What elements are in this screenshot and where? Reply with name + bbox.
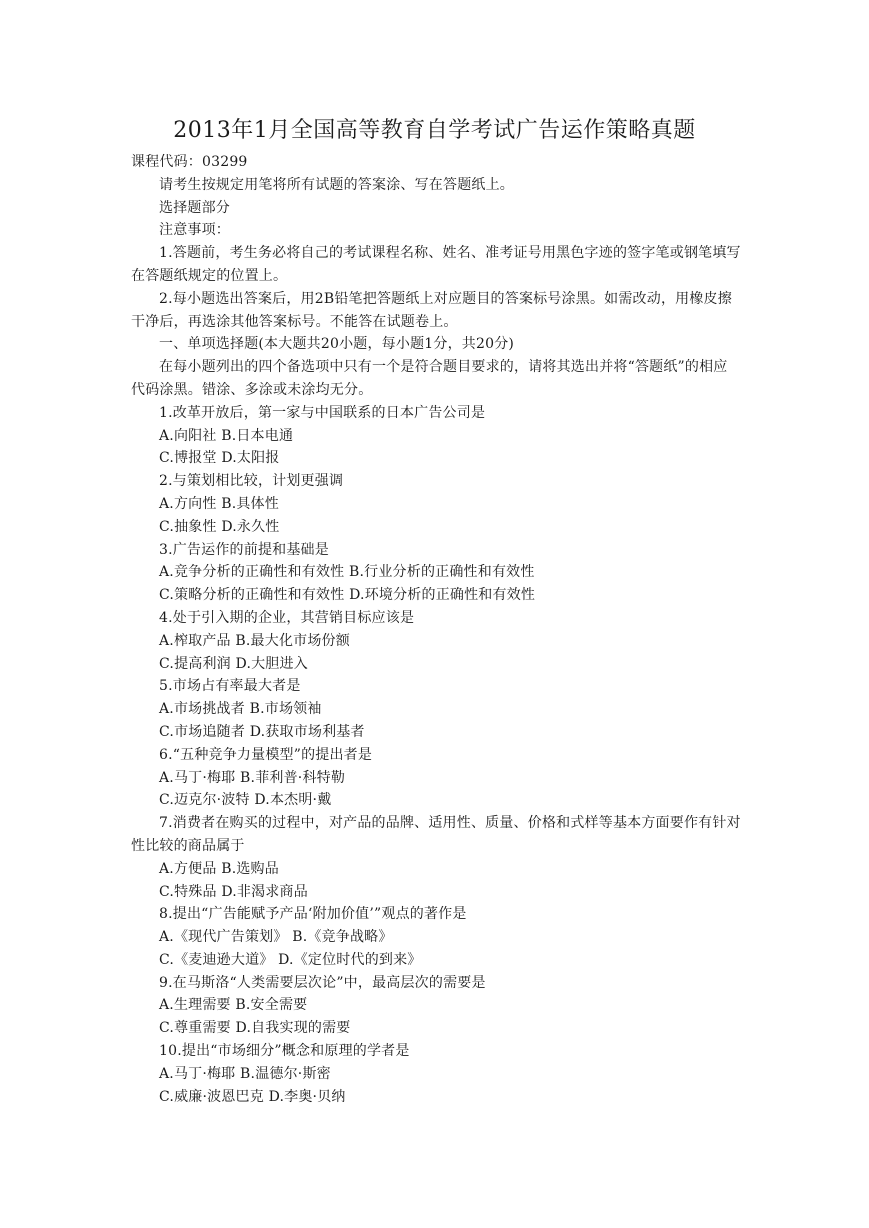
- question-options-cd: C.迈克尔·波特 D.本杰明·戴: [159, 792, 332, 809]
- part-name: 选择题部分: [159, 199, 230, 216]
- notes-heading: 注意事项：: [159, 222, 230, 239]
- question-10: [131, 1040, 741, 1108]
- question-options-ab: A.马丁·梅耶 B.菲利普·科特勒: [159, 769, 346, 786]
- question-9: [131, 972, 741, 1040]
- section-heading: 一、单项选择题(本大题共20小题，每小题1分，共20分): [159, 336, 515, 353]
- question-stem: 3.广告运作的前提和基础是: [159, 541, 329, 558]
- question-options-ab: A.方便品 B.选购品: [159, 860, 279, 877]
- question-options-ab: A.生理需要 B.安全需要: [159, 997, 308, 1014]
- note-2: 2.每小题选出答案后，用2B铅笔把答题纸上对应题目的答案标号涂黑。如需改动，用橡皮擦干净后，再选涂其他答案标号。不能答在试题卷上。: [131, 290, 732, 330]
- answer-rule: 请考生按规定用笔将所有试题的答案涂、写在答题纸上。: [159, 176, 514, 193]
- question-stem: 1.改革开放后，第一家与中国联系的日本广告公司是: [159, 404, 486, 421]
- question-5: [131, 675, 741, 743]
- question-options-ab: A.马丁·梅耶 B.温德尔·斯密: [159, 1065, 331, 1082]
- question-options-ab: A.方向性 B.具体性: [159, 495, 279, 512]
- question-6: [131, 744, 741, 812]
- document-title: 2013年1月全国高等教育自学考试广告运作策略真题: [173, 118, 696, 143]
- question-options-cd: C.提高利润 D.大胆进入: [159, 655, 308, 672]
- question-options-cd: C.威廉·波恩巴克 D.李奥·贝纳: [159, 1088, 346, 1105]
- question-options-cd: C.博报堂 D.太阳报: [159, 450, 280, 467]
- question-8: [131, 903, 741, 971]
- note-1: 1.答题前，考生务必将自己的考试课程名称、姓名、准考证号用黑色字迹的签字笔或钢笔填写在答题纸规定的位置上。: [131, 245, 741, 284]
- question-options-ab: A.《现代广告策划》 B.《竞争战略》: [159, 929, 393, 946]
- question-options-ab: A.榨取产品 B.最大化市场份额: [159, 632, 350, 649]
- question-2: [131, 470, 741, 538]
- question-options-cd: C.市场追随者 D.获取市场利基者: [159, 723, 365, 740]
- question-stem: 10.提出“市场细分”概念和原理的学者是: [159, 1043, 410, 1060]
- question-stem: 9.在马斯洛“人类需要层次论”中，最高层次的需要是: [159, 974, 486, 991]
- question-options-ab: A.市场挑战者 B.市场领袖: [159, 701, 322, 718]
- question-1: [131, 402, 741, 470]
- question-3: [131, 539, 741, 607]
- question-options-cd: C.策略分析的正确性和有效性 D.环境分析的正确性和有效性: [159, 587, 536, 604]
- question-stem: 6.“五种竞争力量模型”的提出者是: [159, 746, 373, 763]
- question-options-ab: A.竞争分析的正确性和有效性 B.行业分析的正确性和有效性: [159, 564, 535, 581]
- document-body: [131, 151, 741, 1108]
- question-stem: 5.市场占有率最大者是: [159, 678, 301, 695]
- question-stem: 7.消费者在购买的过程中，对产品的品牌、适用性、质量、价格和式样等基本方面要作有针对性比较的商品属于: [131, 815, 741, 854]
- question-options-ab: A.向阳社 B.日本电通: [159, 427, 294, 444]
- question-stem: 4.处于引入期的企业，其营销目标应该是: [159, 609, 415, 626]
- question-options-cd: C.抽象性 D.永久性: [159, 518, 280, 535]
- question-stem: 2.与策划相比较，计划更强调: [159, 473, 344, 490]
- question-7: [131, 812, 741, 903]
- section-description: 在每小题列出的四个备选项中只有一个是符合题目要求的，请将其选出并将“答题纸”的相应代码涂黑。错涂、多涂或未涂均无分。: [131, 359, 728, 398]
- question-options-cd: C.尊重需要 D.自我实现的需要: [159, 1020, 351, 1037]
- question-4: [131, 607, 741, 675]
- question-stem: 8.提出“广告能赋予产品‘附加价值’”观点的著作是: [159, 906, 467, 923]
- question-options-cd: C.特殊品 D.非渴求商品: [159, 883, 308, 900]
- question-options-cd: C.《麦迪逊大道》 D.《定位时代的到来》: [159, 951, 422, 968]
- course-code: 课程代码：03299: [131, 154, 248, 170]
